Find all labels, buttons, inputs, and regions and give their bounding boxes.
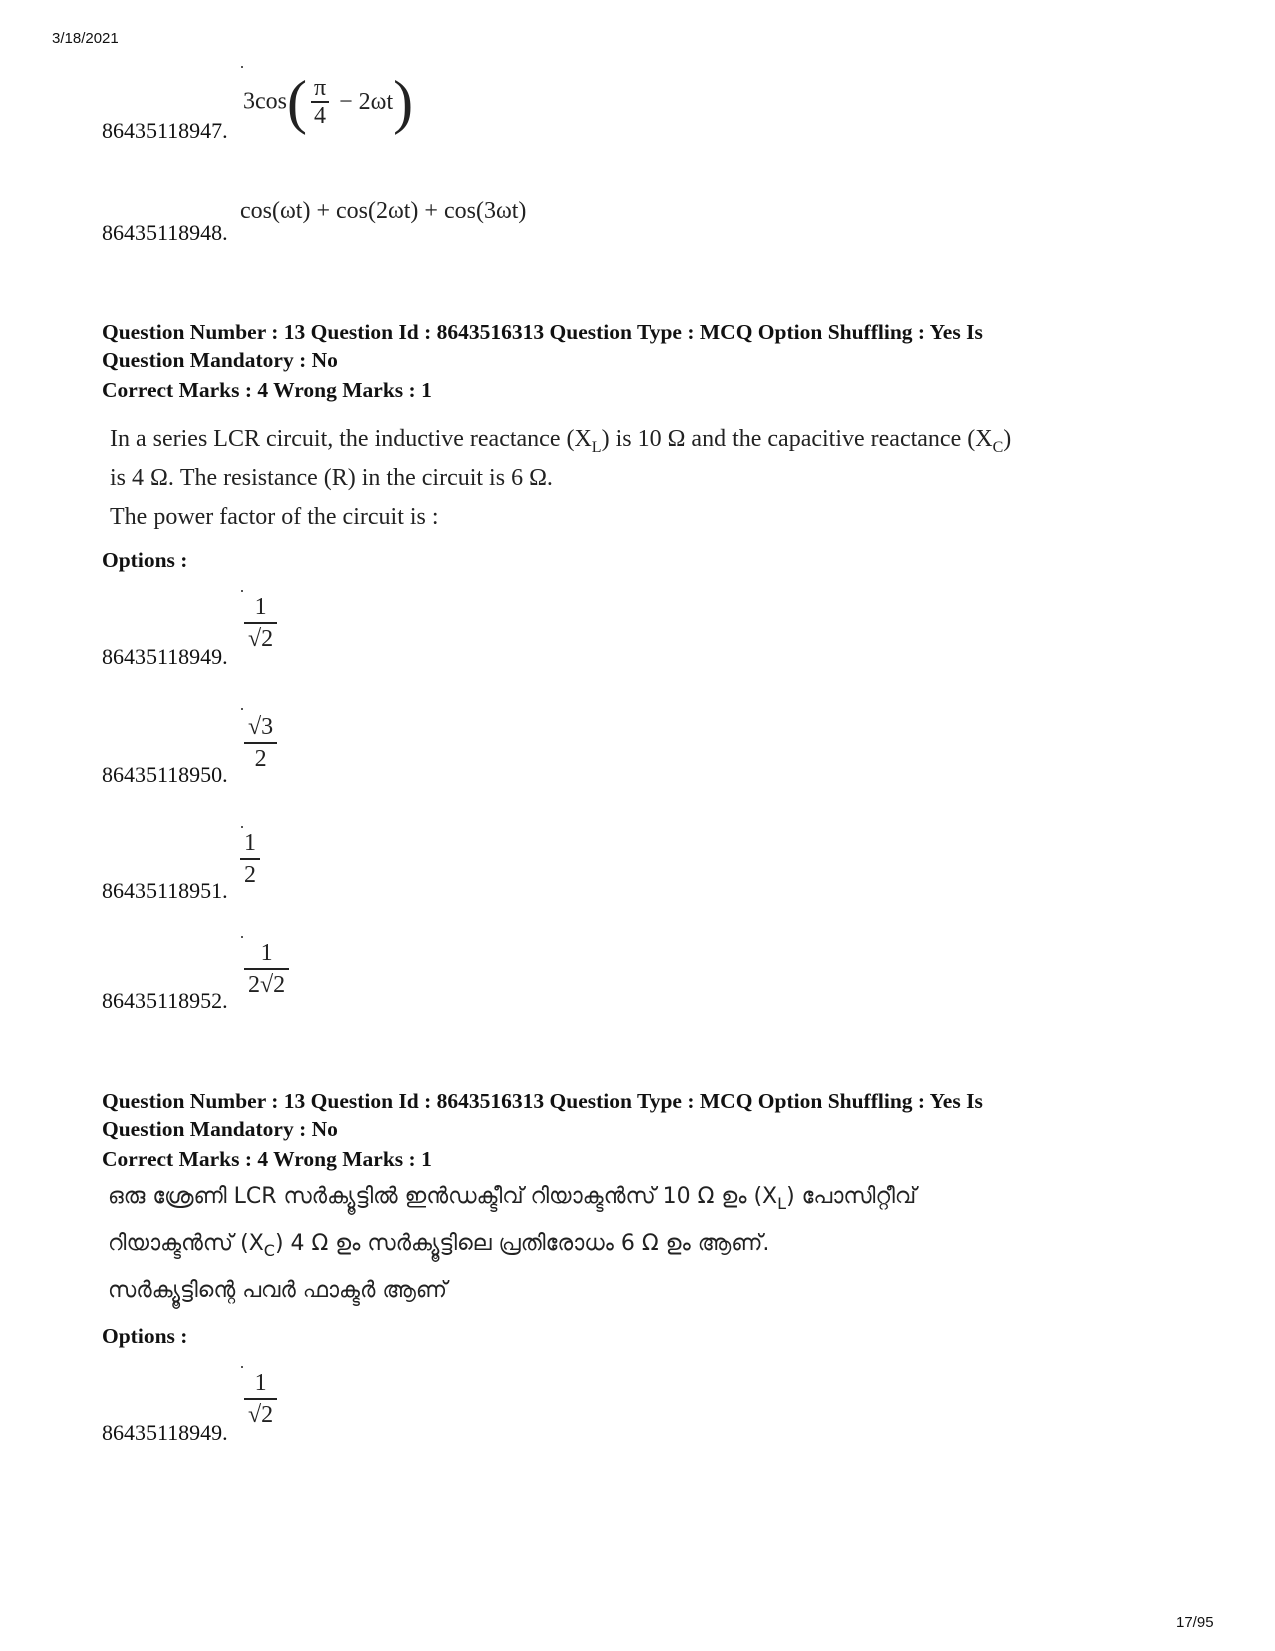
image-marker [241, 590, 243, 592]
option-id: 86435118950. [102, 762, 228, 787]
text-c: ) [1003, 426, 1012, 452]
pi-over-4-fraction [311, 75, 329, 129]
right-paren: ) [393, 69, 414, 135]
question-text-line3: സർക്യൂട്ടിന്റെ പവർ ഫാക്ടർ ആണ് [108, 1278, 448, 1303]
option-id: 86435118948. [102, 220, 228, 245]
question-text-line3: The power factor of the circuit is : [110, 504, 439, 530]
expr-prefix: 3cos [243, 88, 287, 115]
line2-b: ) 4 Ω ഉം സർക്യൂട്ടിലെ പ്രതിരോധം 6 Ω ഉം ആണ്. [274, 1231, 770, 1256]
fraction-numerator: 1 [244, 592, 277, 624]
option-id: 86435118952. [102, 988, 228, 1013]
image-marker [241, 66, 243, 68]
subscript-l: L [591, 439, 602, 456]
expr-tail: − 2ωt [339, 88, 394, 115]
option-id: 86435118947. [102, 118, 228, 143]
option-expression-1 [243, 69, 414, 135]
question-marks: Correct Marks : 4 Wrong Marks : 1 [102, 1147, 432, 1171]
image-marker [241, 1366, 243, 1368]
question-header-line1: Question Number : 13 Question Id : 8643516313 Question Type : MCQ Option Shuffling : Yes Is [102, 320, 983, 344]
question-text-malayalam [108, 1184, 1238, 1303]
fraction-numerator: π [311, 75, 329, 103]
subscript-c: C [263, 1241, 275, 1260]
image-marker [241, 708, 243, 710]
option-id: 86435118949. [102, 1420, 228, 1445]
fraction-numerator: 1 [244, 1368, 277, 1400]
fraction-denominator: 2 [254, 746, 267, 772]
option-fraction [244, 938, 289, 1000]
line1-a: ഒരു ശ്രേണി LCR സർക്യൂട്ടിൽ ഇൻഡക്ടീവ് റിയാക്ടൻസ് 10 Ω ഉം (X [108, 1184, 778, 1209]
question-text-line1 [110, 426, 1230, 457]
options-label: Options : [102, 1324, 188, 1348]
question-text [110, 426, 1230, 531]
line2-a: റിയാക്ടൻസ് (X [108, 1231, 264, 1256]
question-header [102, 318, 1202, 374]
option-fraction [244, 1368, 277, 1430]
subscript-c: C [992, 439, 1004, 456]
question-text-line2 [108, 1231, 1238, 1260]
question-text-line1 [108, 1184, 1238, 1213]
option-fraction [244, 592, 277, 654]
question-header [102, 1087, 1202, 1143]
fraction-numerator: √3 [244, 712, 277, 744]
question-text-line2: is 4 Ω. The resistance (R) in the circuit is 6 Ω. [110, 465, 553, 491]
fraction-denominator: √2 [248, 1402, 274, 1428]
option-fraction [244, 712, 277, 774]
fraction-denominator: 2 [244, 862, 256, 888]
left-paren: ( [287, 69, 307, 135]
print-date: 3/18/2021 [52, 30, 119, 47]
question-marks: Correct Marks : 4 Wrong Marks : 1 [102, 378, 432, 402]
question-header-line2: Question Mandatory : No [102, 1117, 338, 1141]
fraction-denominator: 4 [314, 103, 327, 129]
question-header-line2: Question Mandatory : No [102, 348, 338, 372]
fraction-denominator: 2√2 [248, 972, 286, 998]
option-fraction [240, 828, 260, 890]
fraction-denominator: √2 [248, 626, 274, 652]
fraction-numerator: 1 [244, 938, 289, 970]
image-marker [241, 936, 243, 938]
fraction-numerator: 1 [240, 828, 260, 860]
line1-b: ) പോസിറ്റീവ് [786, 1184, 917, 1209]
question-header-line1: Question Number : 13 Question Id : 8643516313 Question Type : MCQ Option Shuffling : Yes Is [102, 1089, 983, 1113]
option-id: 86435118951. [102, 878, 228, 903]
subscript-l: L [777, 1194, 787, 1213]
text-b: ) is 10 Ω and the capacitive reactance (X [601, 426, 993, 452]
text-a: In a series LCR circuit, the inductive reactance (X [110, 426, 592, 452]
option-id: 86435118949. [102, 644, 228, 669]
page-number: 17/95 [1176, 1614, 1214, 1631]
options-label: Options : [102, 548, 188, 572]
option-expression-2: cos(ωt) + cos(2ωt) + cos(3ωt) [240, 198, 527, 224]
